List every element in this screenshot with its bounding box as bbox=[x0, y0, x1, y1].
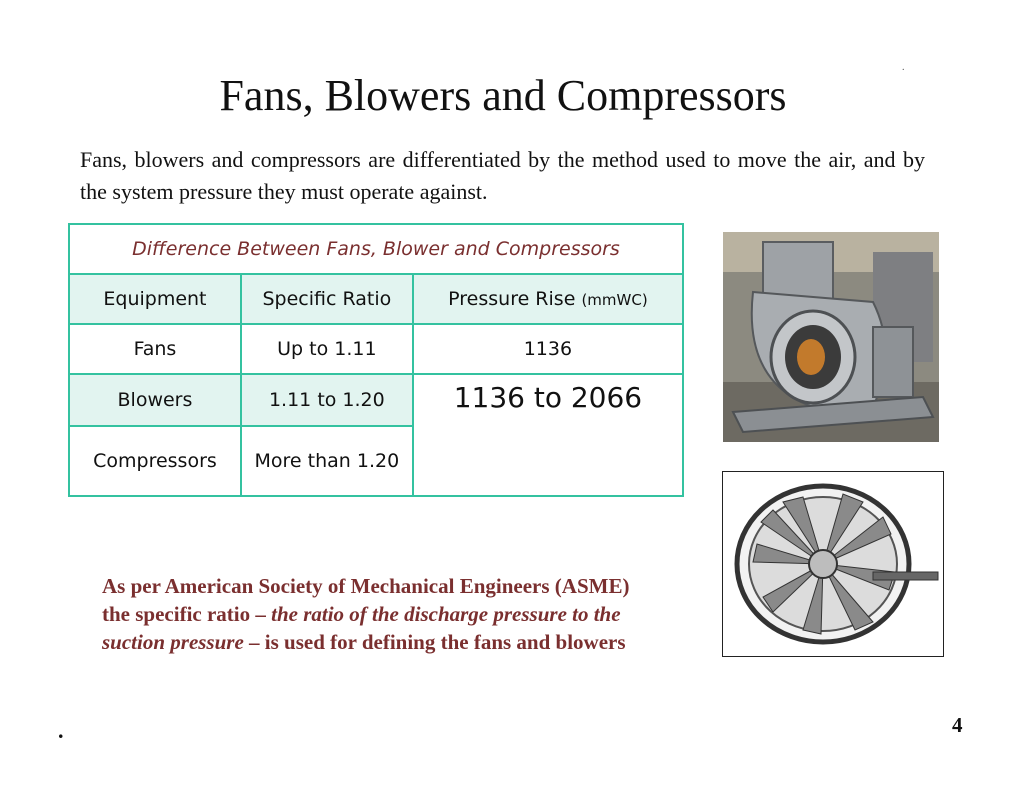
cell-equipment: Compressors bbox=[69, 426, 241, 496]
header-pressure-unit: (mmWC) bbox=[581, 291, 648, 309]
asme-note bbox=[102, 572, 662, 656]
asme-note-part1: As per American Society of Mechanical Engineers (ASME) the specific ratio – bbox=[102, 574, 630, 626]
header-pressure-rise bbox=[413, 274, 683, 324]
table-header-row bbox=[69, 274, 683, 324]
cell-equipment: Blowers bbox=[69, 374, 241, 426]
asme-note-italic: the ratio of the discharge pressure to the suction pressure bbox=[102, 602, 621, 654]
blower-illustration bbox=[723, 232, 939, 442]
table-caption: Difference Between Fans, Blower and Compressors bbox=[69, 224, 683, 274]
comparison-table bbox=[68, 223, 684, 497]
cell-ratio: Up to 1.11 bbox=[241, 324, 413, 374]
table-row bbox=[69, 324, 683, 374]
bottom-mark: . bbox=[58, 718, 64, 743]
page-number: 4 bbox=[952, 713, 963, 737]
intro-paragraph: Fans, blowers and compressors are differentiated by the method used to move the air, and by the system pressure they must operate against. bbox=[80, 147, 925, 204]
header-equipment: Equipment bbox=[69, 274, 241, 324]
asme-note-part2: – is used for defining the fans and blowers bbox=[243, 630, 626, 654]
axial-fan-photo bbox=[722, 471, 944, 657]
cell-equipment: Fans bbox=[69, 324, 241, 374]
table-row bbox=[69, 374, 683, 426]
header-pressure-label: Pressure Rise bbox=[448, 288, 576, 310]
blower-photo bbox=[723, 232, 939, 442]
axial-fan-illustration bbox=[723, 472, 943, 656]
header-specific-ratio: Specific Ratio bbox=[241, 274, 413, 324]
cell-ratio: 1.11 to 1.20 bbox=[241, 374, 413, 426]
cell-ratio: More than 1.20 bbox=[241, 426, 413, 496]
cell-pressure: 1136 bbox=[413, 324, 683, 374]
corner-mark: . bbox=[902, 62, 905, 73]
slide-title: Fans, Blowers and Compressors bbox=[219, 71, 787, 120]
cell-pressure-merged: 1136 to 2066 bbox=[413, 374, 683, 496]
